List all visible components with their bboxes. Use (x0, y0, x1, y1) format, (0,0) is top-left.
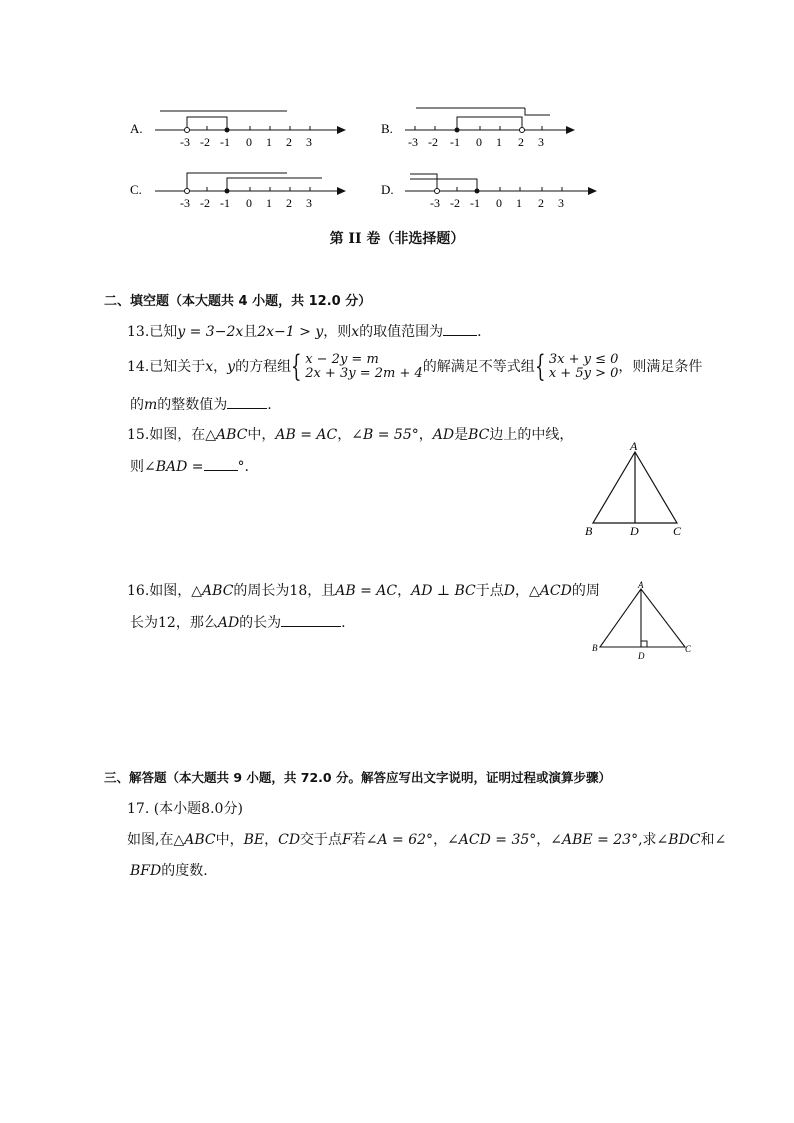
q17-text: 若 (351, 832, 366, 848)
tick-label: -1 (220, 196, 230, 210)
q13-text: ，则 (323, 324, 352, 340)
q17-expr: ∠A = 62° (365, 832, 434, 848)
q15-expr: ∠B = 55° (351, 427, 419, 443)
q14-text: 的方程组 (235, 359, 292, 375)
q17-expr: ∠ABE = 23° (550, 832, 639, 848)
vertex-label-b: B (592, 643, 598, 653)
number-line-a (130, 111, 346, 149)
q16-expr: △ABC (191, 583, 234, 599)
tick-label: 2 (286, 196, 292, 210)
vertex-label-c: C (673, 524, 682, 538)
q16-text: 的周长为 (233, 583, 290, 599)
tick-label: -3 (430, 196, 440, 210)
q15-expr: △ABC (205, 427, 248, 443)
equation-system (291, 349, 423, 384)
tick-label: -2 (200, 196, 210, 210)
q17-expr: △ABC (173, 832, 216, 848)
tick-label: 1 (516, 196, 522, 210)
tick-label: -3 (180, 196, 190, 210)
q14-text: ，则满足条件 (618, 359, 703, 375)
section2-heading: 二、填空题（本大题共 4 小题，共 12.0 分） (104, 294, 372, 309)
q16-number: 16. (127, 583, 150, 599)
q17-text: 中， (215, 832, 244, 848)
option-label-c: C. (130, 182, 142, 197)
q13-expr: 2x−1 > y (257, 324, 324, 340)
tick-label: 3 (306, 196, 312, 210)
q14-text: 已知关于 (149, 359, 206, 375)
q14-text: 的整数值为 (157, 397, 228, 413)
tick-label: -2 (450, 196, 460, 210)
q16-text: ，且 (307, 583, 336, 599)
q16-text: 的周 (571, 583, 600, 599)
tick-label: -3 (408, 135, 418, 149)
q15-text: 是 (454, 427, 469, 443)
tick-label: 2 (286, 135, 292, 149)
tick-label: -1 (470, 196, 480, 210)
question-16 (127, 581, 600, 601)
q14-text: ， (213, 359, 228, 375)
question-14 (127, 349, 703, 384)
tick-label: 0 (496, 196, 502, 210)
tick-label: -3 (180, 135, 190, 149)
q16-expr: AD ⊥ BC (411, 583, 476, 599)
tick-label: 0 (246, 196, 252, 210)
q15-text: °. (237, 459, 249, 475)
q15-text: 边上的中线， (489, 427, 574, 443)
question-17 (127, 830, 726, 850)
q16-text: 长为 (130, 615, 158, 631)
q16-expr: 18 (289, 583, 308, 599)
option-label-d: D. (381, 182, 394, 197)
q15-text: 则 (130, 459, 144, 475)
q14-text: . (267, 397, 272, 413)
tick-label: -1 (450, 135, 460, 149)
vertex-label-d: D (630, 524, 639, 538)
q13-expr: y = 3−2x (177, 324, 244, 340)
q17-expr: CD (278, 832, 301, 848)
q15-expr: AB = AC (275, 427, 338, 443)
q16-expr: D (503, 583, 515, 599)
section3-heading: 三、解答题（本大题共 9 小题，共 72.0 分。解答应写出文字说明，证明过程或演算步骤） (104, 770, 611, 785)
question-16-line2 (130, 612, 346, 633)
question-17-title: 17. (本小题8.0分) (127, 801, 243, 817)
q16-expr: 12 (158, 615, 176, 631)
q13-text: 的取值范围为 (359, 324, 444, 340)
vertex-label-a: A (638, 580, 644, 590)
q14-text: 的解满足不等式组 (422, 359, 535, 375)
q13-text: 已知 (149, 324, 178, 340)
q16-expr: AB = AC (335, 583, 398, 599)
tick-label: 2 (538, 196, 544, 210)
q16-text: 如图， (149, 583, 192, 599)
q16-text: ，那么 (175, 615, 218, 631)
tick-label: 1 (266, 196, 272, 210)
brace-icon: { (291, 349, 302, 384)
q14-expr: m (144, 397, 158, 413)
q15-text: ， (418, 427, 433, 443)
figure-16-triangle (590, 580, 695, 662)
number-line-options (0, 95, 794, 220)
tick-label: -1 (220, 135, 230, 149)
q14-expr: y (227, 359, 236, 375)
q16-answer-blank[interactable] (281, 612, 341, 627)
tick-label: -2 (200, 135, 210, 149)
inequality-row: x + 5y > 0 (548, 366, 619, 381)
tick-label: 0 (476, 135, 482, 149)
q16-text: 的长为 (239, 615, 282, 631)
tick-label: 3 (306, 135, 312, 149)
tick-label: -2 (428, 135, 438, 149)
q16-text: ， (397, 583, 412, 599)
inequality-system (534, 349, 619, 384)
number-line-c (130, 173, 346, 210)
q15-text: 中， (247, 427, 276, 443)
question-13 (127, 321, 482, 342)
q13-answer-blank[interactable] (443, 321, 477, 336)
q17-text: ， (264, 832, 279, 848)
vertex-label-c: C (685, 644, 692, 654)
question-17-line2 (130, 861, 208, 881)
q17-text: 的度数. (161, 863, 208, 879)
q17-text: ， (433, 832, 448, 848)
question-15-line2 (130, 456, 249, 477)
q15-expr: AD (432, 427, 455, 443)
question-15 (127, 425, 573, 445)
q13-text: . (477, 324, 482, 340)
q15-text: 如图，在 (149, 427, 206, 443)
q16-text: 于点 (475, 583, 504, 599)
q17-text: 如图,在 (127, 832, 174, 848)
option-label-b: B. (381, 121, 393, 136)
equation-row: 2x + 3y = 2m + 4 (305, 366, 423, 381)
tick-label: 1 (496, 135, 502, 149)
q14-answer-blank[interactable] (227, 394, 267, 409)
q17-expr: ∠ACD = 35° (447, 832, 537, 848)
q17-expr: ∠BDC (656, 832, 701, 848)
q15-number: 15. (127, 427, 150, 443)
question-14-line2 (130, 394, 272, 415)
q17-expr: F (342, 832, 352, 848)
tick-label: 3 (538, 135, 544, 149)
tick-label: 1 (266, 135, 272, 149)
equation-row: x − 2y = m (305, 352, 379, 367)
tick-label: 0 (246, 135, 252, 149)
q17-text: ， (536, 832, 551, 848)
q14-expr: x (205, 359, 214, 375)
q17-text: 和∠ (700, 832, 727, 848)
number-line-b (381, 108, 575, 149)
tick-label: 3 (558, 196, 564, 210)
figure-15-triangle (580, 438, 690, 540)
q15-expr: BC (468, 427, 490, 443)
q17-text: ,求 (638, 832, 657, 848)
q13-number: 13. (127, 324, 150, 340)
q16-text: ， (515, 583, 529, 599)
q14-text: 的 (130, 397, 144, 413)
part2-title: 第 II 卷（非选择题） (329, 231, 465, 247)
number-line-d (381, 174, 597, 210)
q13-text: 且 (243, 324, 258, 340)
q14-number: 14. (127, 359, 150, 375)
q17-expr: BE (243, 832, 265, 848)
brace-icon: { (534, 349, 546, 384)
vertex-label-a: A (630, 439, 638, 453)
vertex-label-b: B (585, 524, 593, 538)
inequality-row: 3x + y ≤ 0 (548, 352, 619, 367)
q15-expr: ∠BAD = (144, 459, 204, 475)
vertex-label-d: D (638, 651, 645, 661)
q15-text: ， (337, 427, 352, 443)
option-label-a: A. (130, 121, 143, 136)
q16-expr: AD (217, 615, 240, 631)
q17-text: 交于点 (300, 832, 343, 848)
q16-text: . (341, 615, 346, 631)
tick-label: 2 (518, 135, 524, 149)
q17-expr: BFD (130, 863, 162, 879)
q15-answer-blank[interactable] (204, 456, 238, 471)
q13-expr: x (351, 324, 360, 340)
q16-expr: △ACD (529, 583, 572, 599)
